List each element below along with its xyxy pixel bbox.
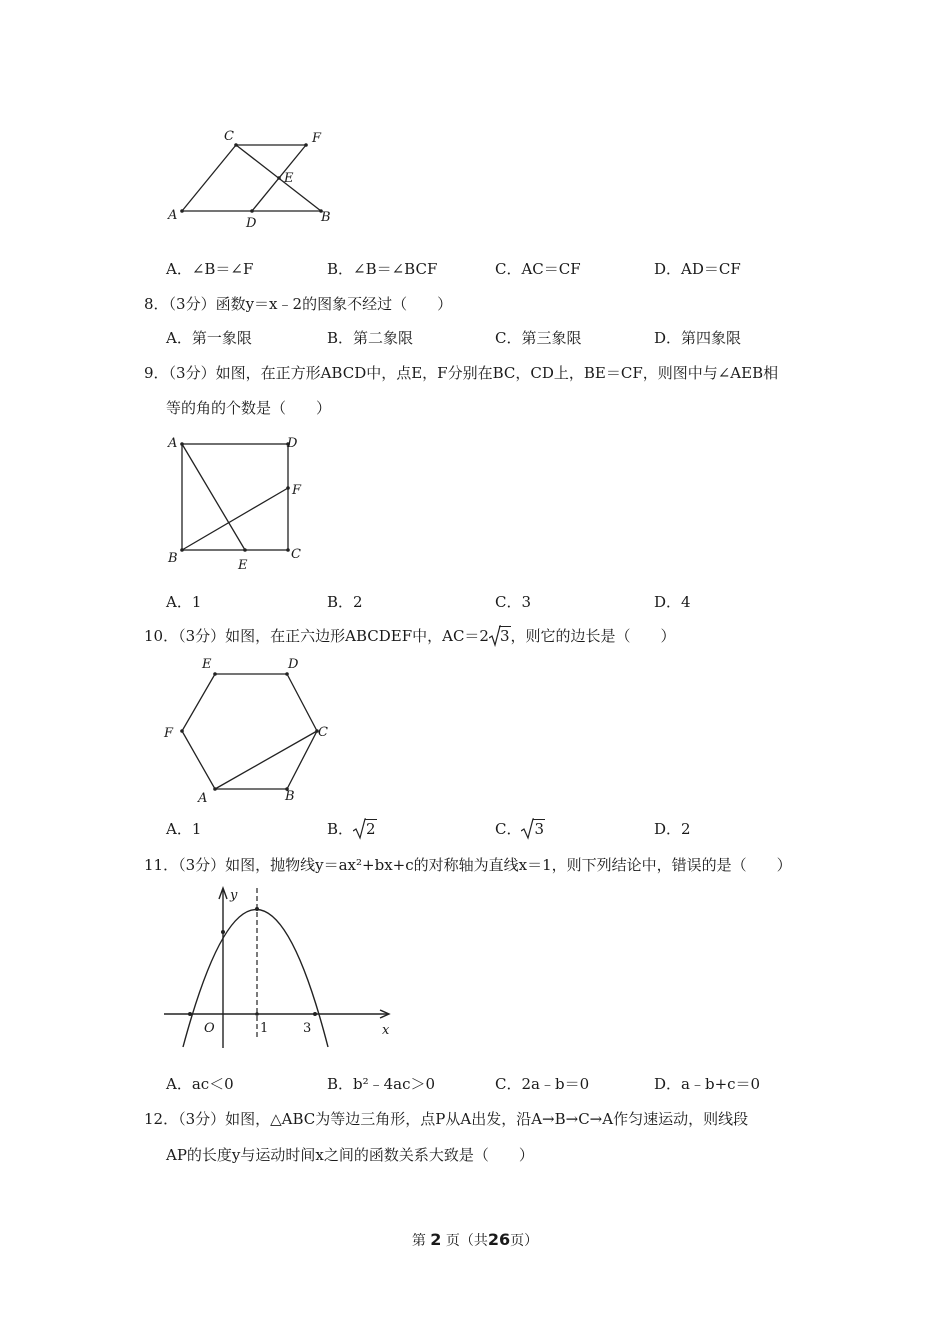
q10-stem-suffix: ，则它的边长是（ ） <box>510 627 676 645</box>
q9-label-a: A <box>168 436 178 451</box>
q10-label-b: B <box>285 789 295 804</box>
footer-prefix: 第 <box>411 1233 426 1249</box>
q10-figure <box>160 655 335 810</box>
q7-option-b: B．∠B＝∠BCF <box>327 260 438 278</box>
q11-label-o: O <box>204 1021 215 1036</box>
footer-suffix: 页） <box>510 1233 539 1249</box>
q8-option-b: B．第二象限 <box>327 329 414 347</box>
q11-option-a: A．ac＜0 <box>166 1075 234 1093</box>
q10-option-c-sqrt <box>521 819 545 839</box>
q9-figure <box>160 430 310 578</box>
q7-label-b: B <box>321 210 331 225</box>
q8-option-a: A．第一象限 <box>166 329 252 347</box>
q11-label-y: y <box>230 888 238 903</box>
q10-stem-radicand: 3 <box>499 627 510 645</box>
q11-label-x: x <box>382 1023 390 1038</box>
q10-option-b <box>327 819 377 839</box>
q11-option-d: D．a﹣b+c＝0 <box>654 1075 761 1093</box>
q7-label-f: F <box>312 131 322 146</box>
q11-label-3: 3 <box>303 1021 312 1036</box>
sqrt-sign-icon <box>353 818 366 840</box>
q10-option-d-value: 2 <box>681 820 691 838</box>
q10-label-f: F <box>164 726 174 741</box>
q7-option-d: D．AD＝CF <box>654 260 741 278</box>
q10-option-d-letter: D． <box>654 820 682 838</box>
q9-label-d: D <box>287 436 298 451</box>
q7-option-c: C．AC＝CF <box>495 260 581 278</box>
footer-middle: 页（共 <box>445 1233 488 1249</box>
q8-option-c: C．第三象限 <box>495 329 582 347</box>
q10-option-a-letter: A． <box>166 820 192 838</box>
q10-label-a: A <box>198 791 208 806</box>
q10-option-b-letter: B． <box>327 820 354 838</box>
q7-label-d: D <box>246 216 257 231</box>
q10-stem-prefix: 10．（3分）如图，在正六边形ABCDEF中，AC＝2 <box>144 627 489 645</box>
q11-label-1: 1 <box>260 1021 269 1036</box>
q10-label-d: D <box>288 657 299 672</box>
q9-label-f: F <box>292 483 302 498</box>
q10-option-b-sqrt <box>353 819 377 839</box>
q10-option-a-value: 1 <box>191 820 202 838</box>
q10-label-e: E <box>202 657 212 672</box>
q9-option-b: B．2 <box>327 593 363 611</box>
footer-page-number: 2 <box>430 1230 442 1249</box>
q9-stem-line2: 等的角的个数是（ ） <box>166 399 332 417</box>
q8-option-d: D．第四象限 <box>654 329 742 347</box>
q7-figure <box>160 122 340 232</box>
q10-label-c: C <box>318 725 328 740</box>
q8-stem: 8．（3分）函数y＝x﹣2的图象不经过（ ） <box>144 295 453 313</box>
q7-label-c: C <box>224 129 234 144</box>
page-footer <box>0 1230 950 1250</box>
q7-label-e: E <box>284 171 294 186</box>
q9-option-c: C．3 <box>495 593 532 611</box>
q10-option-a <box>166 819 201 839</box>
q10-option-c-radicand: 3 <box>534 820 545 838</box>
q10-stem <box>144 626 676 646</box>
q11-stem: 11．（3分）如图，抛物线y＝ax²+bx+c的对称轴为直线x＝1，则下列结论中，错误的是（ ） <box>144 856 792 874</box>
q11-figure <box>160 884 400 1054</box>
sqrt-sign-icon <box>489 625 501 647</box>
q10-stem-sqrt <box>489 626 511 646</box>
q9-option-a: A．1 <box>166 593 202 611</box>
q11-option-c: C．2a﹣b＝0 <box>495 1075 590 1093</box>
q10-option-d <box>654 819 691 839</box>
q12-stem-line2: AP的长度y与运动时间x之间的函数关系大致是（ ） <box>166 1146 534 1164</box>
q9-label-b: B <box>168 551 178 566</box>
q11-option-b: B．b²﹣4ac＞0 <box>327 1075 436 1093</box>
q10-option-c-letter: C． <box>495 820 522 838</box>
sqrt-sign-icon <box>521 818 534 840</box>
footer-total-pages: 26 <box>487 1230 511 1249</box>
q10-option-c <box>495 819 545 839</box>
q9-stem-line1: 9．（3分）如图，在正方形ABCD中，点E，F分别在BC，CD上，BE＝CF，则图中与∠AEB相 <box>144 364 779 382</box>
q12-stem-line1: 12．（3分）如图，△ABC为等边三角形，点P从A出发，沿A→B→C→A作匀速运动，则线段 <box>144 1110 749 1128</box>
q9-label-e: E <box>238 558 248 573</box>
q9-label-c: C <box>291 547 301 562</box>
q7-option-a: A．∠B＝∠F <box>166 260 254 278</box>
q7-label-a: A <box>168 208 178 223</box>
q10-option-b-radicand: 2 <box>366 820 376 838</box>
q9-option-d: D．4 <box>654 593 691 611</box>
